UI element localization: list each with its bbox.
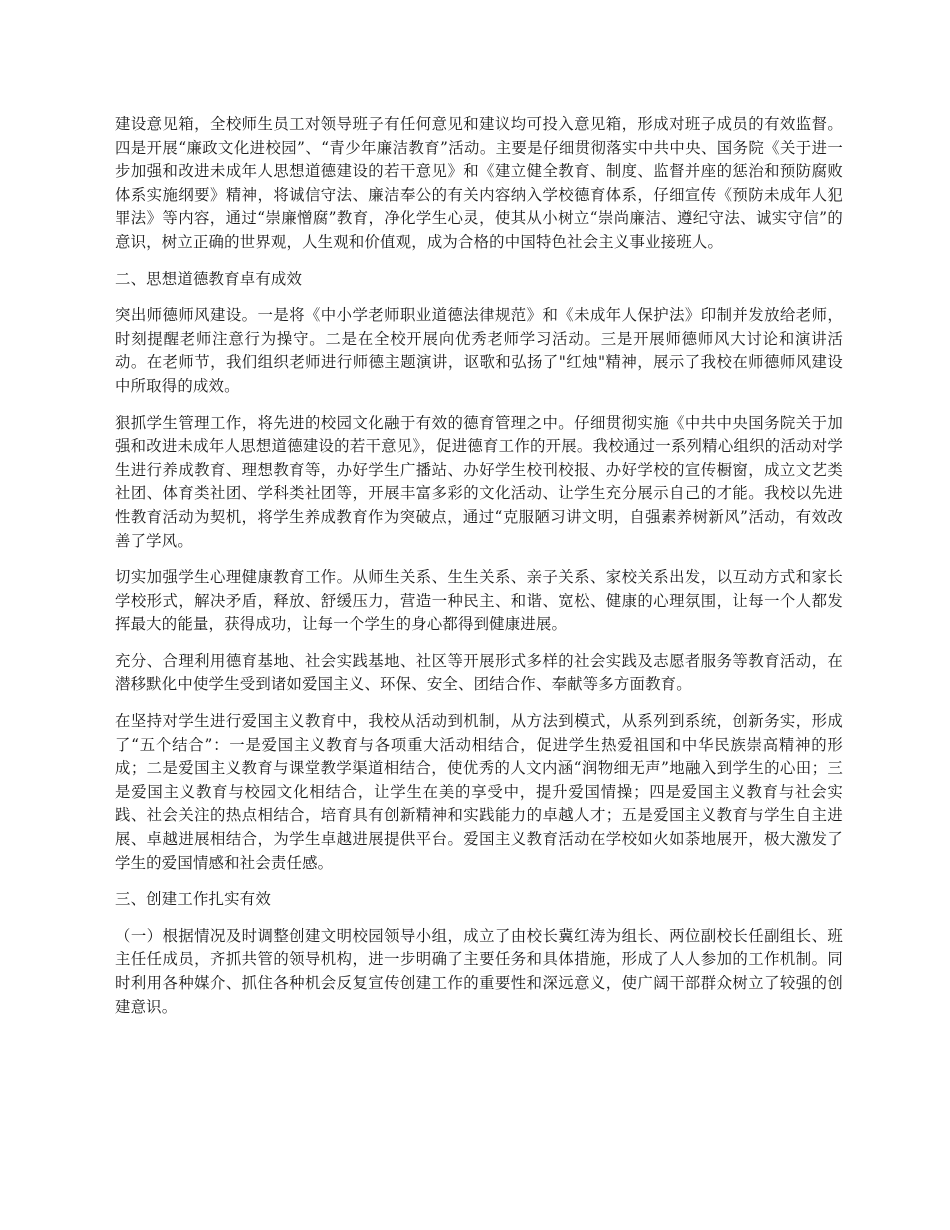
paragraph-student-management: 狠抓学生管理工作，将先进的校园文化融于有效的德育管理之中。仔细贯彻实施《中共中央国务院关于加强和改进未成年人思想道德建设的若干意见》，促进德育工作的开展。我校通过一系列精心组织的活动对学生进行养成教育、理想教育等，办好学生广播站、办好学生校刊校报、办好学校的宣传橱窗，成立文艺类社团、体育类社团、学科类社团等，开展丰富多彩的文化活动、让学生充分展示自己的才能。我校以先进性教育活动为契机，将学生养成教育作为突破点，通过“克服陋习讲文明，自强素养树新风”活动，有效改善了学风。 bbox=[115, 413, 843, 550]
section-heading-moral-education: 二、思想道德教育卓有成效 bbox=[115, 269, 303, 288]
paragraph-teacher-ethics: 突出师德师风建设。一是将《中小学老师职业道德法律规范》和《未成年人保护法》印制并发放给老师，时刻提醒老师注意行为操守。二是在全校开展向优秀老师学习活动。三是开展师德师风大讨论和演讲活动。在老师节，我们组织老师进行师德主题演讲，讴歌和弘扬了"红烛"精神，展示了我校在师德师风建设中所取得的成效。 bbox=[115, 306, 843, 395]
paragraph-mental-health: 切实加强学生心理健康教育工作。从师生关系、生生关系、亲子关系、家校关系出发，以互动方式和家长学校形式，解决矛盾，释放、舒缓压力，营造一种民主、和谐、宽松、健康的心理氛围，让每一个人都发挥最大的能量，获得成功，让每一个学生的身心都得到健康进展。 bbox=[115, 568, 843, 634]
paragraph-social-practice: 充分、合理利用德育基地、社会实践基地、社区等开展形式多样的社会实践及志愿者服务等教育活动，在潜移默化中使学生受到诸如爱国主义、环保、安全、团结合作、奉献等多方面教育。 bbox=[115, 651, 843, 694]
paragraph-anti-corruption: 建设意见箱，全校师生员工对领导班子有任何意见和建议均可投入意见箱，形成对班子成员的有效监督。四是开展“廉政文化进校园”、“青少年廉洁教育”活动。主要是仔细贯彻落实中共中央、国务院《关于进一步加强和改进未成年人思想道德建设的若干意见》和《建立健全教育、制度、监督并座的惩治和预防腐败体系实施纲要》精神，将诚信守法、廉洁奉公的有关内容纳入学校德育体系，仔细宣传《预防未成年人犯罪法》等内容，通过“崇廉憎腐”教育，净化学生心灵，使其从小树立“崇尚廉洁、遵纪守法、诚实守信”的意识，树立正确的世界观，人生观和价值观，成为合格的中国特色社会主义事业接班人。 bbox=[115, 115, 843, 251]
paragraph-leadership-group: （一）根据情况及时调整创建文明校园领导小组，成立了由校长冀红涛为组长、两位副校长任副组长、班主任任成员，齐抓共管的领导机构，进一步明确了主要任务和具体措施，形成了人人参加的工作机制。同时利用各种媒介、抓住各种机会反复宣传创建工作的重要性和深远意义，使广阔干部群众树立了较强的创建意识。 bbox=[115, 926, 843, 1016]
paragraph-patriotism: 在坚持对学生进行爱国主义教育中，我校从活动到机制，从方法到模式，从系列到系统，创新务实，形成了“五个结合”：一是爱国主义教育与各项重大活动相结合，促进学生热爱祖国和中华民族崇高精神的形成；二是爱国主义教育与课堂教学渠道相结合，使优秀的人文内涵“润物细无声”地融入到学生的心田；三是爱国主义教育与校园文化相结合，让学生在美的享受中，提升爱国情操；四是爱国主义教育与社会实践、社会关注的热点相结合，培育具有创新精神和实践能力的卓越人才；五是爱国主义教育与学生自主进展、卓越进展相结合，为学生卓越进展提供平台。爱国主义教育活动在学校如火如荼地展开，极大激发了学生的爱国情感和社会责任感。 bbox=[115, 712, 843, 872]
section-heading-creation-work: 三、创建工作扎实有效 bbox=[115, 890, 271, 909]
document-body bbox=[115, 113, 843, 1032]
